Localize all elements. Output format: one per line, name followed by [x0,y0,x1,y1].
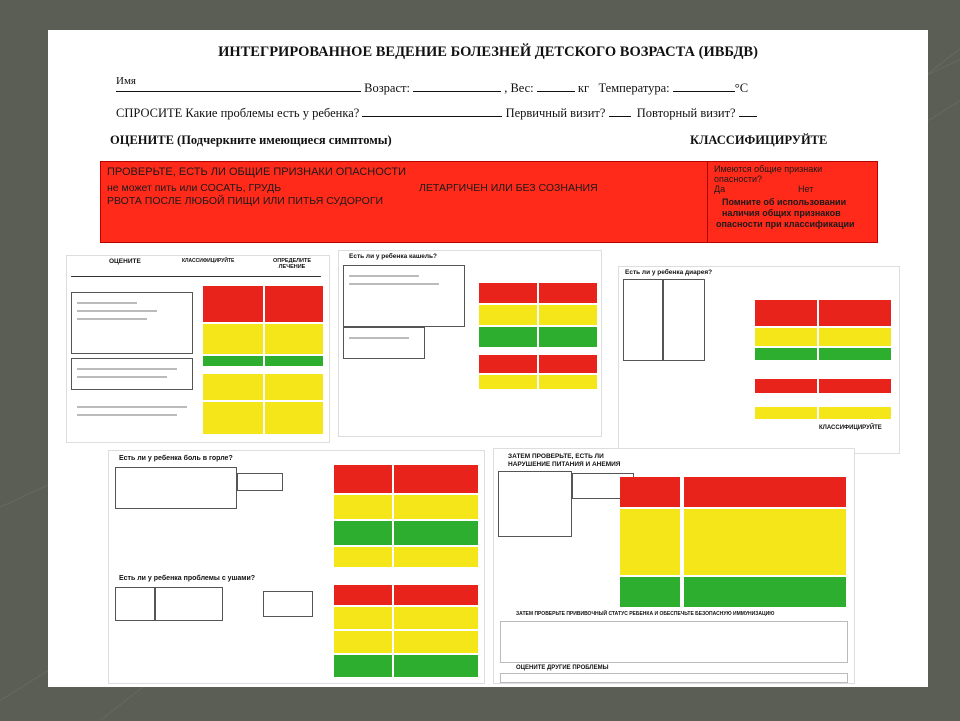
page3-heading-diarrhea: Есть ли у ребенка диарея? [625,269,713,276]
page5-heading-1: ЗАТЕМ ПРОВЕРЬТЕ, ЕСТЬ ЛИ [508,453,604,460]
page5-heading-2: НАРУШЕНИЕ ПИТАНИЯ И АНЕМИЯ [508,461,621,468]
age-label: Возраст: [364,81,410,95]
page3-footer: КЛАССИФИЦИРУЙТЕ [819,425,882,431]
ask-label: СПРОСИТЕ Какие проблемы есть у ребенка? [116,106,360,120]
danger-question-2: опасности? [714,174,763,184]
page5-heading-immunization: ЗАТЕМ ПРОВЕРЬТЕ ПРИВИВОЧНЫЙ СТАТУС РЕБЕНКА И ОБЕСПЕЧЬТЕ БЕЗОПАСНУЮ ИММУНИЗАЦИЮ [516,611,775,617]
ask-row [116,105,757,121]
danger-reminder-3: опасности при классификации [716,219,855,229]
slide [48,30,928,687]
patient-info-row [116,80,748,96]
danger-sign-lethargic: ЛЕТАРГИЧЕН ИЛИ БЕЗ СОЗНАНИЯ [419,182,598,194]
chart-booklet-page-2 [338,250,602,437]
danger-sign-drink: не может пить или СОСАТЬ, ГРУДЬ [107,182,282,194]
kg-label: кг [577,81,590,95]
page1-heading-assess: ОЦЕНИТЕ [109,258,141,265]
page2-heading-cough: Есть ли у ребенка кашель? [349,253,438,260]
answer-no: Нет [798,184,814,194]
temperature-label: Температура: [598,81,670,95]
page1-heading-treat: ОПРЕДЕЛИТЕ ЛЕЧЕНИЕ [273,258,311,270]
chart-booklet-page-1 [66,255,330,443]
danger-reminder-1: Помните об использовании [722,197,847,207]
classify-heading: КЛАССИФИЦИРУЙТЕ [690,133,828,147]
name-label: Имя [116,75,136,87]
danger-reminder-2: наличия общих признаков [722,208,841,218]
repeat-visit-label: Повторный визит? [636,106,736,120]
chart-booklet-page-5 [493,448,855,684]
page4-heading-throat: Есть ли у ребенка боль в горле? [119,455,233,462]
celsius-label: °С [734,81,749,95]
assess-heading: ОЦЕНИТЕ (Подчеркните имеющиеся симптомы) [110,133,392,147]
chart-booklet-page-4 [108,450,485,684]
weight-label: , Вес: [504,81,534,95]
danger-signs-panel [100,161,878,243]
page5-heading-other: ОЦЕНИТЕ ДРУГИЕ ПРОБЛЕМЫ [516,665,609,671]
chart-booklet-page-3 [618,266,900,454]
danger-question: Имеются общие признаки [714,164,823,174]
page-title: ИНТЕГРИРОВАННОЕ ВЕДЕНИЕ БОЛЕЗНЕЙ ДЕТСКОГО ВОЗРАСТА (ИВБДВ) [218,44,758,60]
page1-heading-classify: КЛАССИФИЦИРУЙТЕ [182,258,235,264]
danger-sign-vomit: РВОТА ПОСЛЕ ЛЮБОЙ ПИЩИ ИЛИ ПИТЬЯ СУДОРОГИ [107,195,384,207]
danger-heading: ПРОВЕРЬТЕ, ЕСТЬ ЛИ ОБЩИЕ ПРИЗНАКИ ОПАСНОСТИ [107,166,406,178]
page4-heading-ears: Есть ли у ребенка проблемы с ушами? [119,575,256,582]
first-visit-label: Первичный визит? [505,106,606,120]
answer-yes: Да [714,184,726,194]
